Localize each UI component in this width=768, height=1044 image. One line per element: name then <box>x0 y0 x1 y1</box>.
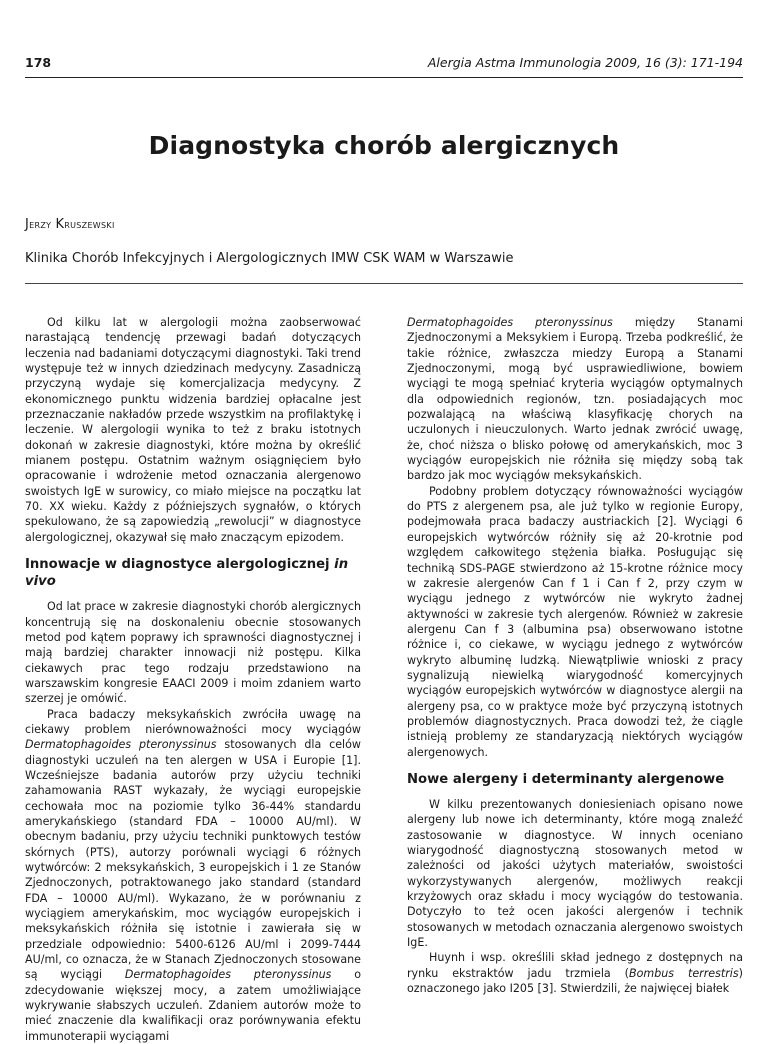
author-last-initial: K <box>55 217 65 232</box>
text-run: ) oznaczonego jako I205 [3]. Stwierdzili, że najwięcej białek <box>407 966 743 996</box>
article-title: Diagnostyka chorób alergicznych <box>148 131 620 160</box>
section-heading-new-allergens: Nowe alergeny i determinanty alergenowe <box>407 771 725 787</box>
section-heading-innovations <box>25 556 361 590</box>
author-last-rest: ruszewski <box>64 217 115 231</box>
paragraph-intro: Od kilku lat w alergologii można zaobserwować narastającą tendencję przewagi badań dotyczących leczenia nad badaniami dotyczącymi diagnostyki. Taki trend występuje też w innych dziedzinach medycyny. Zasadniczą przyczyną wydaje się komercjalizacja medycyny. Z ekonomicznego punktu widzenia bardziej opłacalne jest przeznaczanie nakładów przede wszystkim na profilaktykę i leczenie. W alergologii wynika to też z braku istotnych dokonań w zakresie diagnostyki, które można by określić mianem postępu. Ostatnim ważnym osiągnięciem było opracowanie i wdrożenie metod oznaczania alergenowo swoistych IgE w surowicy, co miało miejsce na początku lat 70. XX wieku. Każdy z późniejszych sygnałów, o których spekulowano, że są zapowiedzią „rewolucji” w diagnostyce alergologicznej, okazywał się mało znaczącym epizodem. <box>25 316 361 544</box>
species-name: Dermatophagoides pteronyssinus <box>25 738 217 752</box>
page-number: 178 <box>25 55 52 70</box>
text-run: między Stanami Zjednoczonymi a Meksykiem i Europą. Trzeba podkreślić, że takie różnice, zwłaszcza miedzy Europą a Stanami Zjednoczonymi, mogą być usprawiedliwione, bowiem wyciągi te mogą spełniać kryteria wyciągów optymalnych dla odpowiednich regionów, tzn. posiadających moc pozwalającą na właściwą klasyfikację chorych na uczulonych i nieuczulonych. Warto jednak zwrócić uwagę, że, choć niższa o blisko połowę od amerykańskich, moc 3 wyciągów europejskich nie różniła się między sobą tak bardzo jak moc wyciągów meksykańskich. <box>407 316 743 483</box>
text-run: stosowanych dla celów diagnostyki uczuleń na ten alergen w USA i Europie [1]. Wcześniejsze badania autorów przy użyciu techniki zahamowania RAST wykazały, że wyciągi europejskie cechowała moc na poziomie tylko 36-44% standardu amerykańskiego (standard FDA – 10000 AU/ml). W obecnym badaniu, przy użyciu techniki punktowych testów skórnych (PTS), autorzy porównali wyciągi 6 różnych wytwórców: 2 meksykańskich, 3 europejskich i 1 ze Stanów Zjednoczonych, potraktowanego jako standard (standard FDA – 10000 AU/ml). Wykazano, że w porównaniu z wyciągiem amerykańskim, moc wyciągów europejskich i meksykańskich różniła się istotnie i zawierała się w przedziale odpowiednio: 5400-6126 AU/ml i 2099-7444 AU/ml, co oznacza, że w Stanach Zjednoczonych stosowane są wyciągi <box>25 738 361 982</box>
right-column <box>407 315 743 996</box>
affiliation-divider <box>25 283 743 284</box>
author-first-rest: erzy <box>29 217 52 231</box>
paragraph-new-allergens: W kilku prezentowanych doniesieniach opisano nowe alergeny lub nowe ich determinanty, które mogą znaleźć zastosowanie w diagnostyce. W innych oceniano wiarygodność diagnostyczną stosowanych metod w zależności od jakości użytych materiałów, swoistości wykorzystywanych alergenów, możliwych reakcji krzyżowych oraz składu i mocy wyciągów do testowania. Dotyczyło to też ocen jakości alergenów i technik stosowanych w metodach oznaczania alergenowo swoistych IgE. <box>407 797 743 950</box>
author-first-initial: J <box>25 217 30 232</box>
section-heading-text: Innowacje w diagnostyce alergologicznej <box>25 557 335 573</box>
paragraph-innovations: Od lat prace w zakresie diagnostyki chorób alergicznych koncentrują się na doskonaleniu obecnie stosowanych metod pod kątem poprawy ich sprawności diagnostycznej i mają bardziej charakter innowacji niż postępu. Kilka ciekawych prac tego rodzaju przedstawiono na warszawskim kongresie EAACI 2009 i moim zdaniem warto szerzej je omówić. <box>25 600 361 706</box>
left-column <box>25 315 361 1044</box>
journal-citation: Alergia Astma Immunologia 2009, 16 (3): 171-194 <box>427 55 743 70</box>
section-heading-italic: in vivo <box>25 557 349 590</box>
paragraph-mexican-study <box>25 707 361 1044</box>
text-run: o zdecydowanie większej mocy, a zatem umożliwiające wykrywanie słabszych uczuleń. Zdaniem autorów może to mieć znaczenie dla kwalifikacji oraz porównywania efektu immunoterapii wyciągami <box>25 968 361 1043</box>
affiliation: Klinika Chorób Infekcyjnych i Alergologicznych IMW CSK WAM w Warszawie <box>25 251 514 266</box>
header-divider <box>25 77 743 78</box>
paragraph-mexican-study-cont <box>407 315 743 484</box>
species-name: Dermatophagoides pteronyssinus <box>407 316 613 329</box>
paragraph-huynh-study <box>407 950 743 996</box>
author-name <box>25 217 115 232</box>
text-run: Praca badaczy meksykańskich zwróciła uwagę na ciekawy problem nierównoważności mocy wyciągów <box>25 707 361 736</box>
text-run: Huynh i wsp. określili skład jednego z dostępnych na rynku ekstraktów jadu trzmiela ( <box>407 951 743 980</box>
species-name: Bombus terrestris <box>629 966 739 980</box>
species-name: Dermatophagoides pteronyssinus <box>124 968 332 982</box>
paragraph-austrian-study: Podobny problem dotyczący równoważności wyciągów do PTS z alergenem psa, ale już tylko w regionie Europy, podejmowała praca badaczy austriackich [2]. Wyciągi 6 europejskich wytwórców różniły się aż 20-krotnie pod względem całkowitego stężenia białka. Posługując się techniką SDS-PAGE stwierdzono aż 15-krotne różnice mocy w zakresie alergenów Can f 1 i Can f 2, przy czym w wyciągu jednego z wytwórców nie wykryto żadnej aktywności w zakresie tych alergenów. Również w zakresie alergenu Can f 3 (albumina psa) obserwowano istotne różnice i, co ciekawe, w wyciągu jednego z wytwórców wykryto albuminę ludzką. Niewątpliwie wnioski z pracy sygnalizują niewielką wiarygodność komercyjnych wyciągów europejskich wytwórców w diagnostyce alergii na alergeny psa, co w praktyce może być przyczyną istotnych problemów diagnostycznych. Praca dowodzi też, że ciągle istnieją problemy ze standaryzacją niektórych wyciągów alergenowych. <box>407 484 743 759</box>
